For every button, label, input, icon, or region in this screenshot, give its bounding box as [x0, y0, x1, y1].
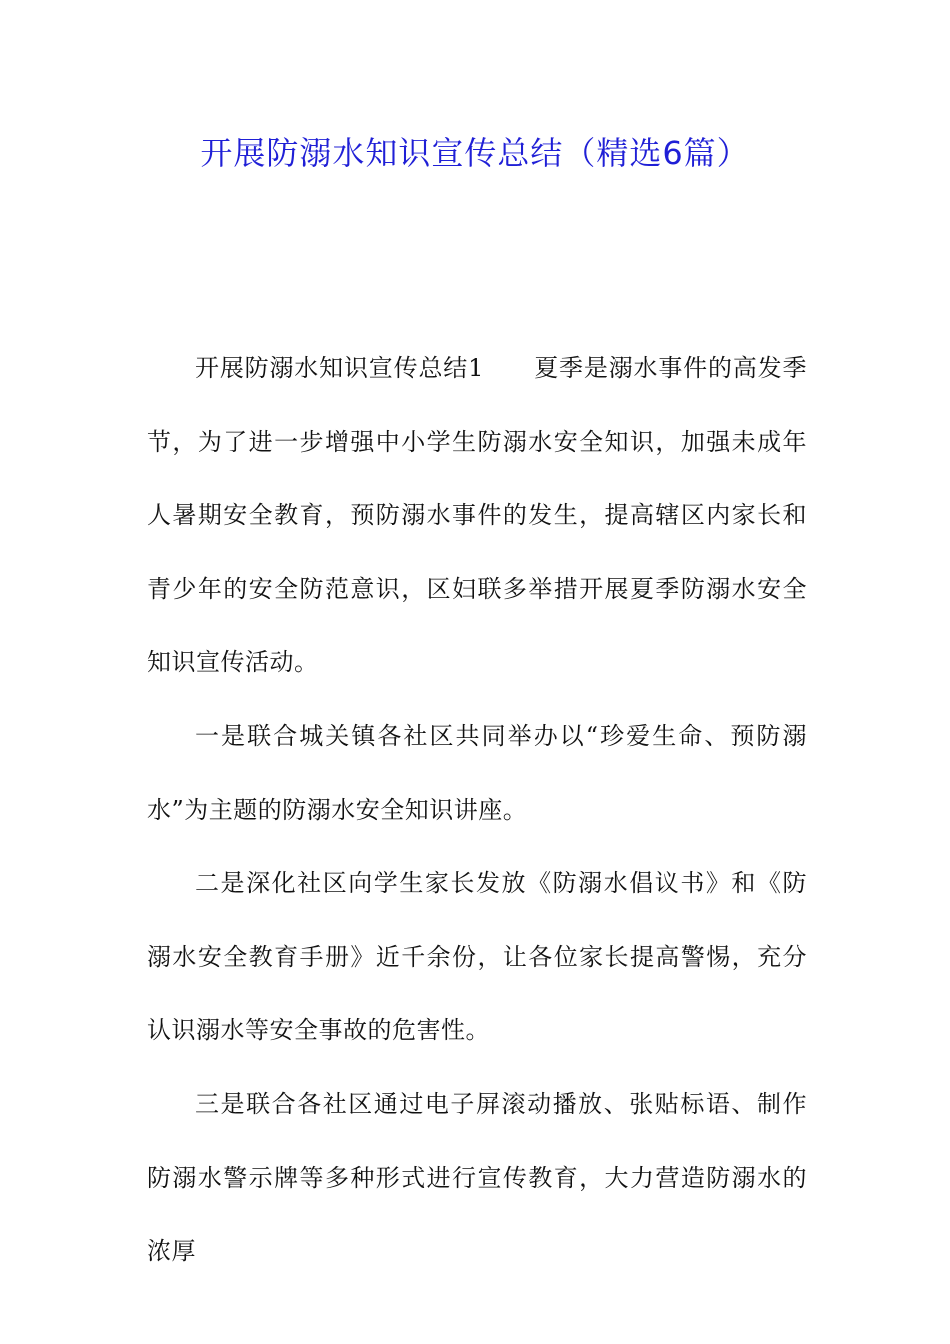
section-heading: 开展防溺水知识宣传总结1	[195, 354, 484, 382]
paragraph-4: 三是联合各社区通过电子屏滚动播放、张贴标语、制作防溺水警示牌等多种形式进行宣传教育，大力营造防溺水的浓厚	[147, 1089, 807, 1266]
paragraph-3: 二是深化社区向学生家长发放《防溺水倡议书》和《防溺水安全教育手册》近千余份，让各位家长提高警惕，充分认识溺水等安全事故的危害性。	[147, 869, 807, 1045]
paragraph-2: 一是联合城关镇各社区共同举办以“珍爱生命、预防溺水”为主题的防溺水安全知识讲座。	[147, 721, 807, 824]
paragraph-1	[147, 332, 807, 700]
document-title: 开展防溺水知识宣传总结（精选6篇）	[200, 134, 750, 172]
paragraph-text: 夏季是溺水事件的高发季节，为了进一步增强中小学生防溺水安全知识，加强未成年人暑期安全教育，预防溺水事件的发生，提高辖区内家长和青少年的安全防范意识，区妇联多举措开展夏季防溺水安全知识宣传活动。	[147, 354, 807, 677]
document-body	[147, 332, 807, 1289]
